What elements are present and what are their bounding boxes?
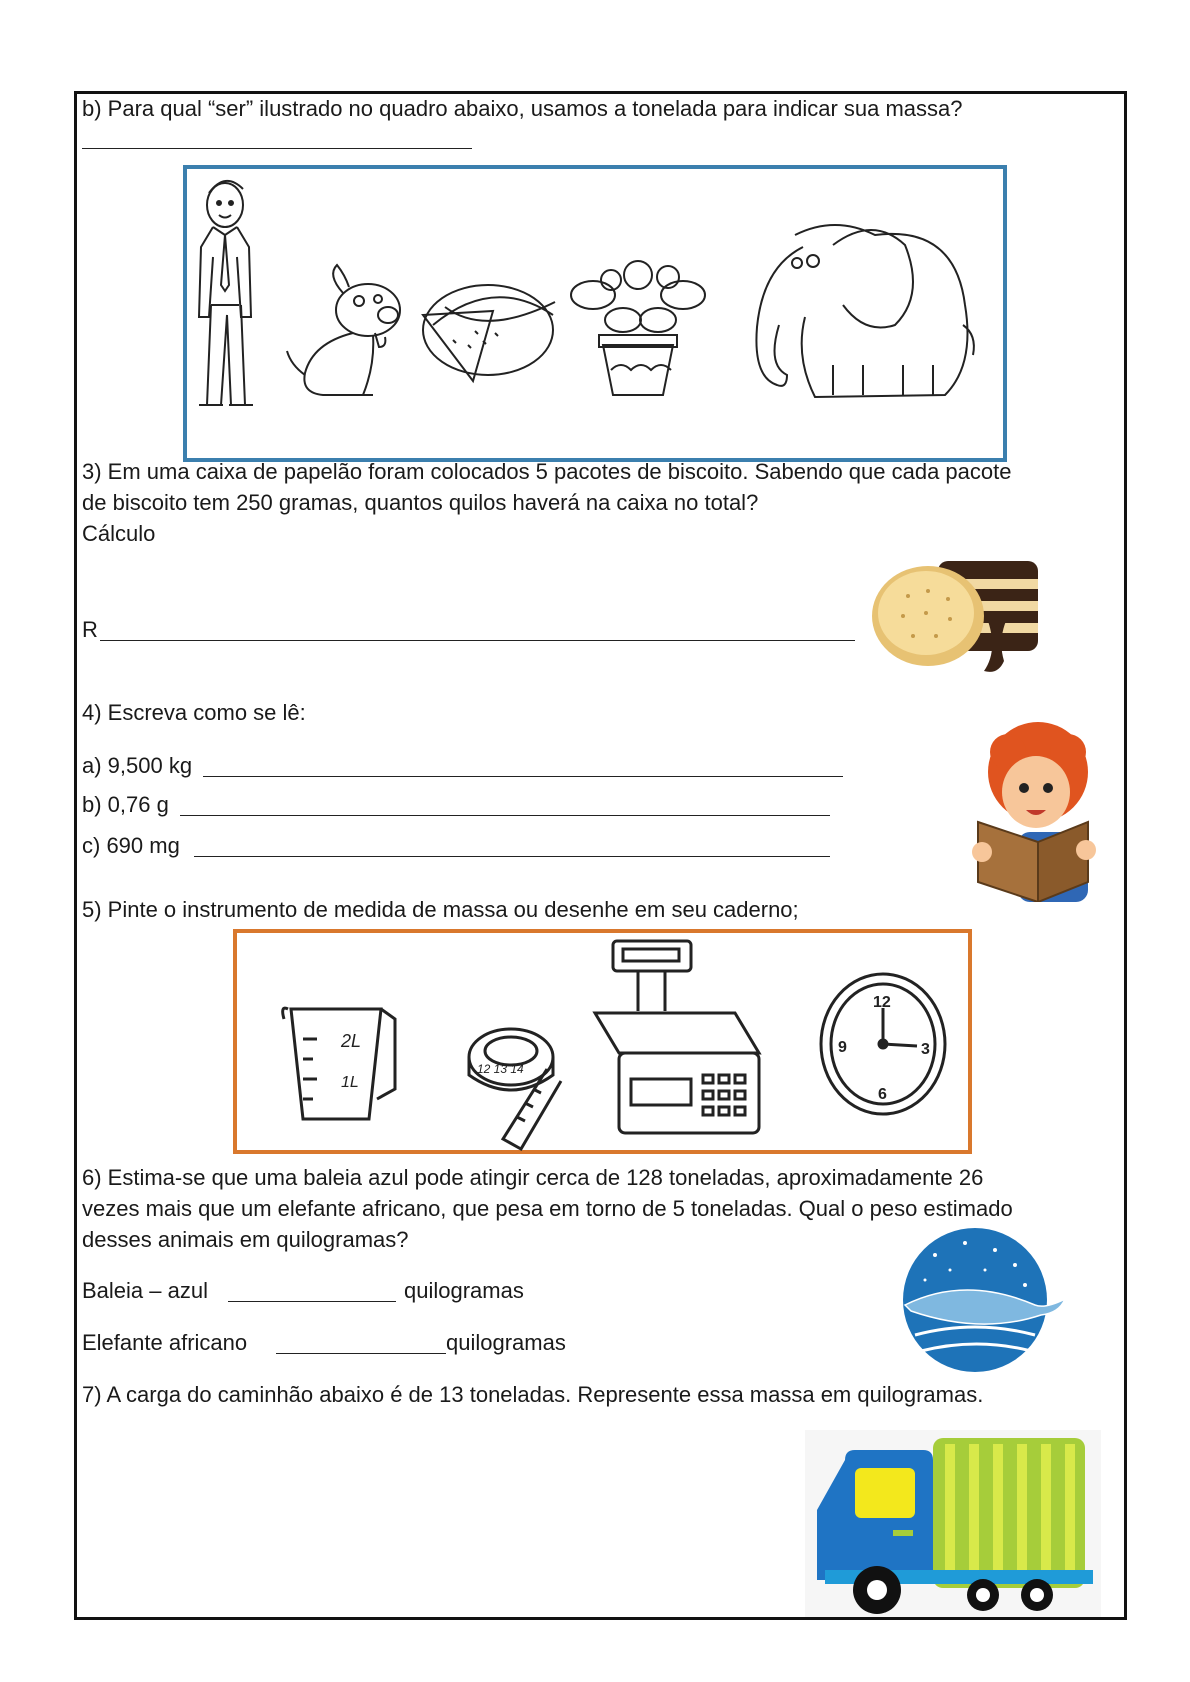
q4-item-b-answer-line[interactable]: [180, 815, 830, 816]
biscuits-image: [868, 551, 1058, 676]
tape-numbers: 12 13 14: [477, 1062, 524, 1076]
question-4-text: 4) Escreva como se lê:: [82, 700, 306, 725]
q4-item-b-label: b) 0,76 g: [82, 792, 169, 817]
whale-unit: quilogramas: [404, 1278, 524, 1303]
elephant-unit: quilogramas: [446, 1330, 566, 1355]
truck-image: [805, 1430, 1101, 1617]
answer-line-2b[interactable]: [82, 148, 472, 149]
beings-picture-box: [183, 165, 1007, 462]
blue-whale-image: [895, 1225, 1065, 1375]
calc-label: Cálculo: [82, 521, 156, 546]
reading-boy-image: [958, 712, 1108, 902]
question-6-line2: vezes mais que um elefante africano, que pesa em torno de 5 toneladas. Qual o peso estimado: [82, 1196, 1013, 1221]
whale-answer-line[interactable]: [228, 1301, 396, 1302]
question-3-line2: de biscoito tem 250 gramas, quantos quilos haverá na caixa no total?: [82, 490, 759, 515]
question-5-text: 5) Pinte o instrumento de medida de massa ou desenhe em seu caderno;: [82, 897, 799, 922]
q4-item-c-answer-line[interactable]: [194, 856, 830, 857]
question-6-line3: desses animais em quilogramas?: [82, 1227, 409, 1252]
clock-9: 9: [838, 1039, 847, 1056]
clock-12: 12: [873, 994, 891, 1011]
clock-3: 3: [921, 1041, 930, 1058]
elephant-label: Elefante africano: [82, 1330, 248, 1355]
q4-item-c-label: c) 690 mg: [82, 833, 180, 858]
question-3-line1: 3) Em uma caixa de papelão foram colocados 5 pacotes de biscoito. Sabendo que cada pacote: [82, 459, 1012, 484]
clock-6: 6: [878, 1086, 887, 1103]
question-2b-text: b) Para qual “ser” ilustrado no quadro abaixo, usamos a tonelada para indicar sua massa?: [82, 96, 963, 121]
elephant-answer-line[interactable]: [276, 1353, 446, 1354]
answer-line-3[interactable]: [100, 640, 855, 641]
question-6-line1: 6) Estima-se que uma baleia azul pode atingir cerca de 128 toneladas, aproximadamente 26: [82, 1165, 984, 1190]
q4-item-a-label: a) 9,500 kg: [82, 753, 193, 778]
answer-label-3: R: [82, 617, 98, 642]
whale-label: Baleia – azul: [82, 1278, 208, 1303]
cup-label-bottom: 1L: [341, 1074, 359, 1091]
question-7-text: 7) A carga do caminhão abaixo é de 13 toneladas. Represente essa massa em quilogramas.: [82, 1382, 984, 1407]
instruments-picture-box: [233, 929, 973, 1155]
q4-item-a-answer-line[interactable]: [203, 776, 843, 777]
cup-label-top: 2L: [341, 1031, 362, 1051]
